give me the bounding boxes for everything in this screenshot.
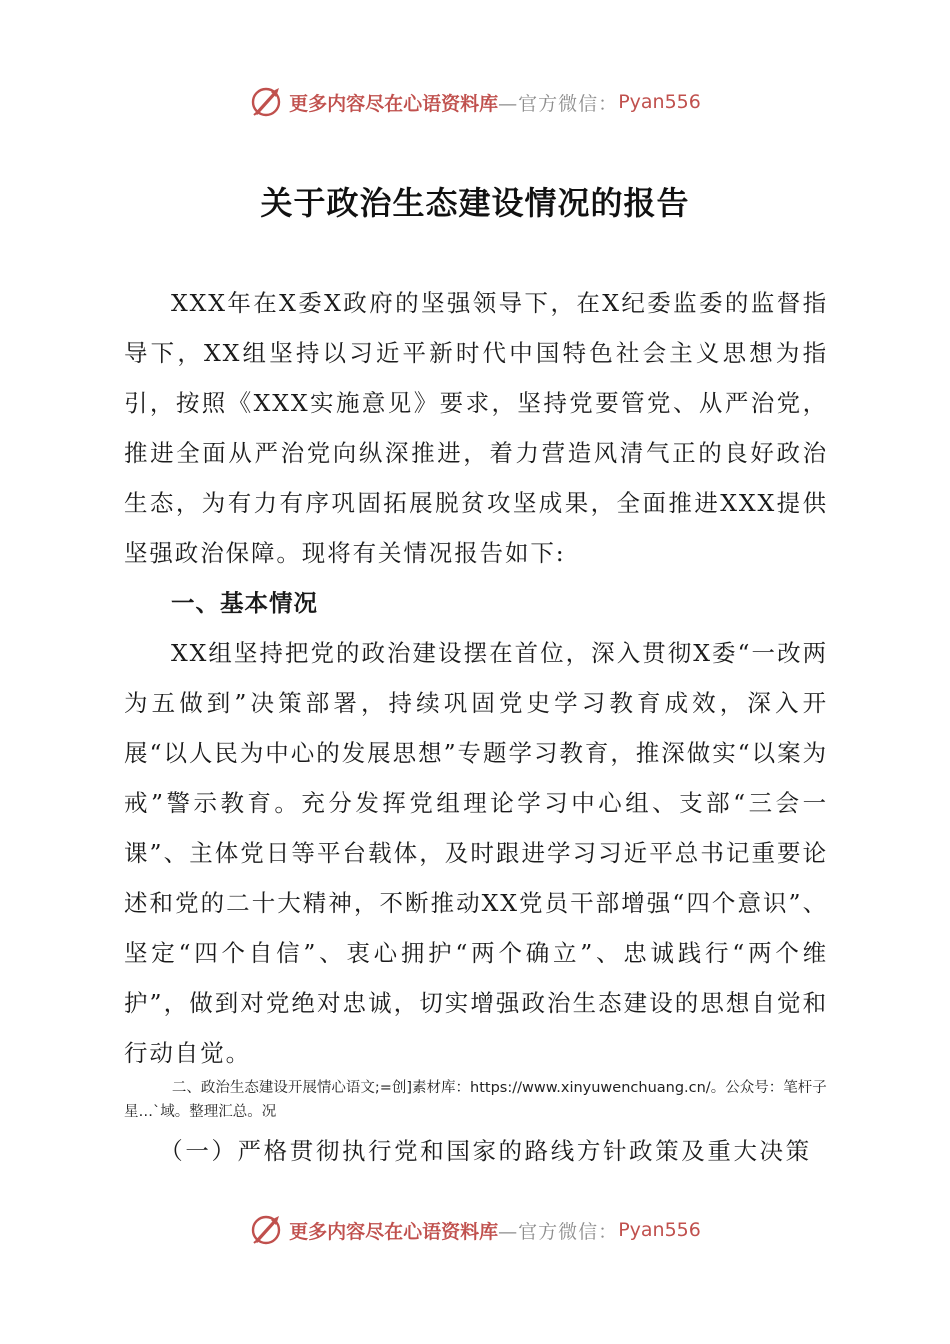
document-body-subsection [124, 1126, 828, 1176]
pen-logo-icon [249, 1212, 285, 1248]
pen-logo-icon [249, 84, 285, 120]
banner-brand-text: 更多内容尽在心语资料库 [289, 1220, 499, 1243]
banner-separator-text: —官方微信： [498, 1220, 619, 1243]
section-heading-basic-situation: 一、基本情况 [171, 589, 318, 617]
banner-wechat-id: Pyan556 [618, 91, 701, 113]
document-body-continued [124, 1076, 828, 1124]
banner-separator-text: —官方微信： [498, 92, 619, 115]
document-title: 关于政治生态建设情况的报告 [260, 184, 690, 222]
document-body [124, 278, 828, 1078]
section2-note: 二、政治生态建设开展情心语文;=创]素材库：https://www.xinyuwenchuang.cn/。公众号：笔杆子星…`域。整理汇总。况 [124, 1080, 827, 1120]
banner-wechat-id: Pyan556 [618, 1219, 701, 1241]
footer-banner [0, 1210, 950, 1250]
subsection-heading-1: （一）严格贯彻执行党和国家的路线方针政策及重大决策 [159, 1137, 812, 1165]
header-banner [0, 82, 950, 122]
intro-paragraph: XXX年在X委X政府的坚强领导下，在X纪委监委的监督指导下，XX组坚持以习近平新时代中国特色社会主义思想为指引，按照《XXX实施意见》要求，坚持党要管党、从严治党，推进全面从严治党向纵深推进，着力营造风清气正的良好政治生态，为有力有序巩固拓展脱贫攻坚成果，全面推进XXX提供坚强政治保障。现将有关情况报告如下: [124, 289, 828, 567]
section1-paragraph: XX组坚持把党的政治建设摆在首位，深入贯彻X委“一改两为五做到”决策部署，持续巩固党史学习教育成效，深入开展“以人民为中心的发展思想”专题学习教育，推深做实“以案为戒”警示教育。充分发挥党组理论学习中心组、支部“三会一课”、主体党日等平台载体，及时跟进学习习近平总书记重要论述和党的二十大精神，不断推动XX党员干部增强“四个意识”、坚定“四个自信”、衷心拥护“两个确立”、忠诚践行“两个维护”，做到对党绝对忠诚，切实增强政治生态建设的思想自觉和行动自觉。 [124, 639, 828, 1067]
banner-brand-text: 更多内容尽在心语资料库 [289, 92, 499, 115]
